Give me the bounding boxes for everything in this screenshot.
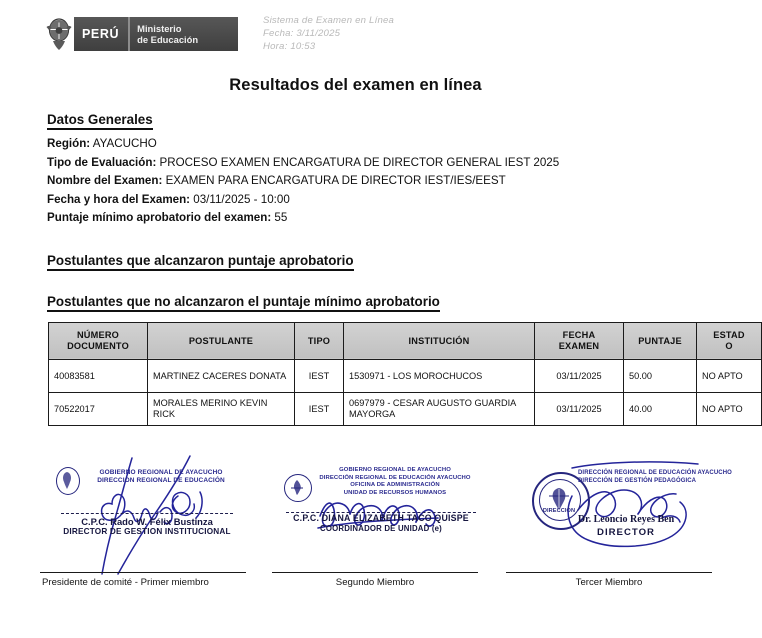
- signatory-name-3: Dr. Leoncio Reyes Ben: [577, 513, 675, 525]
- cell-documento: 70522017: [49, 392, 148, 425]
- cell-fecha-examen: 03/11/2025: [535, 392, 624, 425]
- general-data-row: [47, 154, 725, 173]
- signatory-position-2: COORDINADOR DE UNIDAD (e): [320, 523, 442, 533]
- column-header-estado: [697, 322, 762, 359]
- header-line-1: PUNTAJE: [638, 335, 682, 346]
- header-line-1: FECHA: [562, 330, 596, 341]
- general-data-list: [47, 135, 725, 228]
- signatory-name-1: C.P.C. Rado W. Félix Bustinza: [81, 515, 213, 527]
- stamp-line: DIRECCIÓN DE GESTIÓN PEDAGÓGICA: [578, 477, 697, 484]
- logo-country-label: PERÚ: [74, 17, 128, 51]
- page-title: Resultados del examen en línea: [229, 76, 482, 94]
- stamp-line: OFICINA DE ADMINISTRACIÓN: [350, 482, 440, 489]
- header-line-2: EXAMEN: [558, 340, 600, 351]
- field-label: Nombre del Examen:: [47, 174, 163, 188]
- general-data-row: [47, 191, 725, 210]
- role-rule: [506, 572, 712, 573]
- role-caption-third: [506, 572, 712, 589]
- role-captions: [0, 572, 725, 612]
- stamp-emblem-icon-2: [288, 478, 307, 497]
- field-label: Tipo de Evaluación:: [47, 155, 157, 169]
- results-table: [48, 322, 762, 426]
- signature-block-third-member: [512, 456, 732, 582]
- column-header-puntaje: [624, 322, 697, 359]
- results-table-wrapper: [48, 322, 745, 426]
- general-data-row: [47, 135, 725, 154]
- header-line-2: DOCUMENTO: [67, 340, 129, 351]
- system-meta: [263, 14, 394, 54]
- signature-block-first-member: [44, 456, 250, 582]
- signatory-position-1: DIRECTOR DE GESTION INSTITUCIONAL: [63, 526, 231, 536]
- printed-date: Fecha: 3/11/2025: [263, 28, 341, 40]
- stamp-text-2: [312, 467, 478, 497]
- role-caption-second: [272, 572, 478, 589]
- header-line-1: NÚMERO: [76, 330, 120, 341]
- signature-dashed-line-1: [61, 513, 233, 514]
- column-header-postulante: [148, 322, 295, 359]
- header-line-1: INSTITUCIÓN: [408, 335, 470, 346]
- stamp-line: DIRECCIÓN REGIONAL DE EDUCACIÓN AYACUCHO: [319, 474, 471, 481]
- column-header-fecha-examen: [535, 322, 624, 359]
- role-caption-first: [40, 572, 246, 589]
- table-header: [49, 322, 762, 359]
- general-data-row: [47, 172, 725, 191]
- role-label: Tercer Miembro: [575, 577, 643, 588]
- table-row: [49, 359, 762, 392]
- field-label: Fecha y hora del Examen:: [47, 192, 191, 206]
- cell-institucion: 0697979 - CESAR AUGUSTO GUARDIA MAYORGA: [344, 392, 535, 425]
- stamp-text-1: [76, 469, 246, 484]
- field-value: 03/11/2025 - 10:00: [193, 192, 290, 206]
- section-heading-general-data: Datos Generales: [47, 112, 153, 130]
- peru-coat-of-arms-icon: [44, 17, 74, 51]
- column-header-documento: [49, 322, 148, 359]
- signatory-name-2: C.P.C. DIANA ELIZABETH TACO QUISPE: [293, 512, 469, 523]
- stamp-line: DIRECCIÓN REGIONAL DE EDUCACIÓN AYACUCHO: [578, 469, 732, 476]
- stamp-line: GOBIERNO REGIONAL DE AYACUCHO: [339, 466, 451, 473]
- table-body: [49, 359, 762, 425]
- document-header: [0, 0, 725, 62]
- section-heading-approved: Postulantes que alcanzaron puntaje aprobatorio: [47, 253, 354, 271]
- ministry-line-2: de Educación: [137, 34, 199, 45]
- field-value: 55: [274, 211, 288, 225]
- logo-ministry-label: [130, 17, 238, 51]
- field-value: PROCESO EXAMEN ENCARGATURA DE DIRECTOR GENERAL IEST 2025: [159, 155, 560, 169]
- table-row: [49, 392, 762, 425]
- cell-estado: NO APTO: [697, 392, 762, 425]
- stamp-text-3: [578, 469, 732, 485]
- role-rule: [272, 572, 478, 573]
- header-line-2: O: [725, 340, 733, 351]
- cell-estado: NO APTO: [697, 359, 762, 392]
- cell-puntaje: 40.00: [624, 392, 697, 425]
- cell-fecha-examen: 03/11/2025: [535, 359, 624, 392]
- peru-ministry-logo: [44, 17, 238, 51]
- role-label: Segundo Miembro: [335, 577, 415, 588]
- header-line-1: TIPO: [307, 335, 331, 346]
- header-line-1: ESTAD: [713, 330, 745, 341]
- role-label: Presidente de comité - Primer miembro: [42, 577, 209, 588]
- cell-tipo: IEST: [295, 359, 344, 392]
- cell-postulante: MARTINEZ CACERES DONATA: [148, 359, 295, 392]
- ministry-line-1: Ministerio: [137, 23, 182, 34]
- field-label: Región:: [47, 137, 91, 150]
- section-heading-not-approved: Postulantes que no alcanzaron el puntaje mínimo aprobatorio: [47, 294, 440, 312]
- cell-documento: 40083581: [49, 359, 148, 392]
- stamp-emblem-icon-1: [58, 469, 76, 491]
- cell-institucion: 1530971 - LOS MOROCHUCOS: [344, 359, 535, 392]
- cell-postulante: MORALES MERINO KEVIN RICK: [148, 392, 295, 425]
- field-label: Puntaje mínimo aprobatorio del examen:: [47, 211, 272, 225]
- signature-area: [0, 456, 732, 586]
- signature-block-second-member: [278, 456, 484, 582]
- general-data-row: [47, 209, 725, 228]
- stamp-line: GOBIERNO REGIONAL DE AYACUCHO: [99, 468, 223, 476]
- stamp-line: DIRECCION REGIONAL DE EDUCACIÓN: [97, 476, 225, 484]
- system-name: Sistema de Examen en Línea: [263, 15, 395, 26]
- stamp-line: UNIDAD DE RECURSOS HUMANOS: [343, 489, 447, 496]
- field-value: AYACUCHO: [92, 137, 157, 150]
- stamp-line: DIRECCION: [542, 507, 576, 514]
- cell-puntaje: 50.00: [624, 359, 697, 392]
- column-header-institucion: [344, 322, 535, 359]
- table-header-row: [49, 322, 762, 359]
- role-rule: [40, 572, 246, 573]
- field-value: EXAMEN PARA ENCARGATURA DE DIRECTOR IEST/IES/EEST: [165, 174, 506, 188]
- column-header-tipo: [295, 322, 344, 359]
- printed-time: Hora: 10:53: [263, 41, 316, 53]
- cell-tipo: IEST: [295, 392, 344, 425]
- signatory-position-3: DIRECTOR: [597, 526, 655, 538]
- header-line-1: POSTULANTE: [188, 335, 254, 346]
